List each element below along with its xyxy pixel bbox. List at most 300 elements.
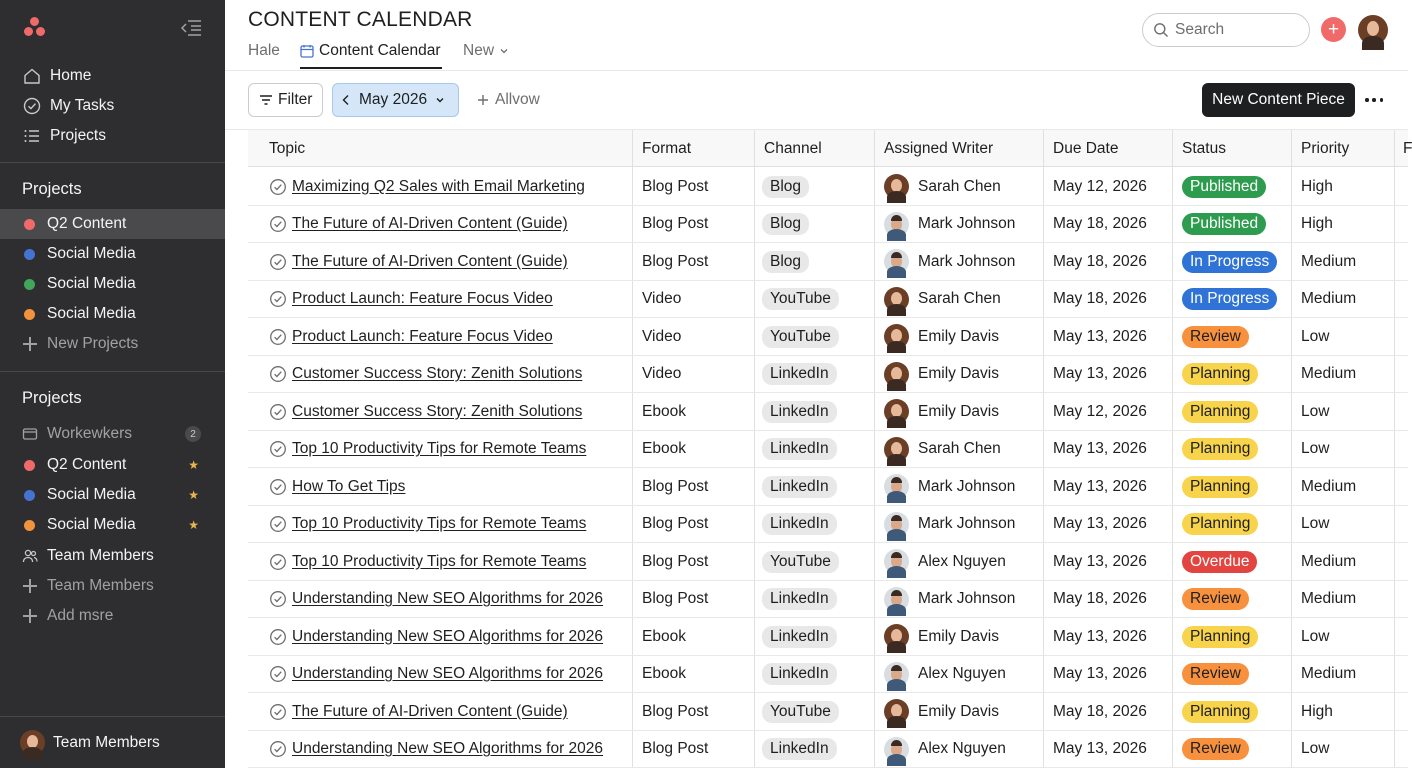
- search-input[interactable]: [1175, 21, 1295, 39]
- sidebar-project-item[interactable]: [0, 480, 225, 510]
- sidebar-item-label: Social Media: [47, 275, 136, 292]
- writer-name: Emily Davis: [918, 402, 999, 420]
- writer-cell[interactable]: [884, 693, 999, 730]
- folder-icon: [22, 426, 38, 442]
- status-cell[interactable]: [1182, 506, 1258, 543]
- table-row[interactable]: [248, 468, 1408, 506]
- channel-cell: [762, 656, 837, 693]
- format-cell: Ebook: [642, 627, 686, 645]
- due-date-cell: May 13, 2026: [1053, 365, 1147, 382]
- topic-link[interactable]: How To Get Tips: [292, 477, 406, 495]
- complete-task-icon[interactable]: [269, 178, 287, 196]
- due-date-cell: May 13, 2026: [1053, 477, 1147, 495]
- topic-link[interactable]: Top 10 Productivity Tips for Remote Teams: [292, 440, 587, 457]
- writer-cell[interactable]: [884, 168, 1001, 205]
- topic-cell: [269, 731, 603, 768]
- format-cell: Ebook: [642, 402, 686, 420]
- channel-cell: [762, 731, 837, 768]
- new-projects-label: New Projects: [47, 335, 139, 352]
- writer-cell[interactable]: [884, 656, 1006, 693]
- channel-pill: LinkedIn: [762, 626, 837, 648]
- priority-cell: Low: [1301, 327, 1330, 345]
- format-cell: Blog Post: [642, 477, 709, 495]
- project-color-dot: [24, 309, 35, 320]
- channel-cell: [762, 281, 839, 318]
- topic-link[interactable]: Understanding New SEO Algorithms for 2026: [292, 590, 604, 607]
- complete-task-icon[interactable]: [269, 253, 287, 271]
- channel-cell: [762, 318, 839, 355]
- table-row[interactable]: [248, 581, 1408, 619]
- month-label: May 2026: [359, 91, 428, 108]
- active-tab-indicator: [300, 67, 442, 69]
- writer-avatar: [884, 287, 909, 312]
- sidebar-item-label: Social Media: [47, 516, 136, 533]
- due-date-cell: May 12, 2026: [1053, 402, 1147, 420]
- due-date-cell: May 13, 2026: [1053, 740, 1147, 757]
- channel-pill: LinkedIn: [762, 363, 837, 385]
- due-date-cell: May 13, 2026: [1053, 665, 1147, 682]
- complete-task-icon[interactable]: [269, 590, 287, 608]
- sidebar-item-label: Q2 Content: [47, 215, 127, 232]
- tab-content-calendar[interactable]: [300, 40, 441, 62]
- writer-cell[interactable]: [884, 581, 1015, 618]
- channel-pill: Blog: [762, 251, 809, 273]
- topic-link[interactable]: Understanding New SEO Algorithms for 2026: [292, 627, 604, 645]
- status-cell[interactable]: [1182, 543, 1257, 580]
- channel-pill: YouTube: [762, 288, 839, 310]
- complete-task-icon[interactable]: [269, 328, 287, 346]
- topic-link[interactable]: Maximizing Q2 Sales with Email Marketing: [292, 177, 585, 195]
- writer-name: Alex Nguyen: [918, 552, 1006, 570]
- writer-cell[interactable]: [884, 431, 1001, 468]
- sidebar-item-team-members[interactable]: [0, 541, 225, 571]
- asana-logo-icon[interactable]: [23, 17, 47, 39]
- status-badge: Planning: [1182, 476, 1258, 498]
- plus-icon: [477, 94, 489, 106]
- plus-icon: [23, 609, 37, 623]
- filter-icon: [259, 93, 273, 107]
- allow-button[interactable]: [473, 83, 563, 117]
- search-icon: [1153, 22, 1169, 38]
- writer-name: Emily Davis: [918, 702, 999, 720]
- channel-cell: [762, 581, 837, 618]
- due-date-cell: May 13, 2026: [1053, 552, 1147, 570]
- writer-cell[interactable]: [884, 206, 1015, 243]
- sidebar-item-label: Social Media: [47, 245, 136, 262]
- writer-avatar: [884, 699, 909, 724]
- channel-pill: Blog: [762, 176, 809, 198]
- format-cell: Ebook: [642, 665, 686, 682]
- complete-task-icon[interactable]: [269, 553, 287, 571]
- sidebar-footer-user[interactable]: [0, 716, 225, 768]
- sidebar-item-label: Social Media: [47, 486, 136, 503]
- priority-cell: Low: [1301, 440, 1330, 457]
- more-options-icon[interactable]: [1365, 92, 1383, 108]
- topic-link[interactable]: The Future of AI-Driven Content (Guide): [292, 702, 568, 720]
- status-badge: Planning: [1182, 626, 1258, 648]
- status-badge: Planning: [1182, 701, 1258, 723]
- priority-cell: Low: [1301, 740, 1330, 757]
- status-cell[interactable]: [1182, 618, 1258, 655]
- writer-name: Emily Davis: [918, 365, 999, 382]
- priority-cell: Medium: [1301, 290, 1357, 307]
- table-header: [248, 130, 1412, 167]
- project-color-dot: [24, 249, 35, 260]
- topic-link[interactable]: Customer Success Story: Zenith Solutions: [292, 365, 583, 382]
- writer-cell[interactable]: [884, 506, 1015, 543]
- channel-cell: [762, 543, 839, 580]
- topic-cell: [269, 356, 582, 393]
- table-row[interactable]: [248, 656, 1408, 694]
- topic-link[interactable]: Understanding New SEO Algorithms for 2026: [292, 740, 604, 757]
- priority-cell: Low: [1301, 627, 1330, 645]
- chevron-down-icon: [435, 95, 445, 105]
- status-cell[interactable]: [1182, 206, 1266, 243]
- writer-name: Sarah Chen: [918, 177, 1001, 195]
- status-cell[interactable]: [1182, 468, 1258, 505]
- column-header-format[interactable]: Format: [642, 139, 692, 157]
- writer-avatar: [884, 437, 909, 462]
- writer-avatar: [884, 399, 909, 424]
- table-row[interactable]: [248, 168, 1408, 206]
- sidebar-project-item[interactable]: [0, 209, 225, 239]
- complete-task-icon[interactable]: [269, 628, 287, 646]
- priority-cell: High: [1301, 702, 1333, 720]
- writer-name: Sarah Chen: [918, 290, 1001, 307]
- star-icon[interactable]: ★: [188, 458, 199, 472]
- channel-pill: LinkedIn: [762, 438, 837, 460]
- search-box[interactable]: [1142, 13, 1310, 47]
- topic-link[interactable]: Top 10 Productivity Tips for Remote Teams: [292, 515, 587, 532]
- status-badge: Overdue: [1182, 551, 1257, 573]
- project-color-dot: [24, 460, 35, 471]
- writer-cell[interactable]: [884, 281, 1001, 318]
- due-date-cell: May 18, 2026: [1053, 215, 1147, 232]
- column-header-status[interactable]: Status: [1182, 139, 1226, 157]
- complete-task-icon[interactable]: [269, 478, 287, 496]
- due-date-cell: May 13, 2026: [1053, 627, 1147, 645]
- complete-task-icon[interactable]: [269, 365, 287, 383]
- user-avatar: [20, 730, 45, 755]
- table-row[interactable]: [248, 393, 1408, 431]
- table-row[interactable]: [248, 243, 1408, 281]
- new-projects-button[interactable]: [0, 329, 225, 359]
- sidebar-item-label: Projects: [50, 127, 106, 144]
- channel-pill: YouTube: [762, 326, 839, 348]
- writer-avatar: [884, 324, 909, 349]
- topic-link[interactable]: Customer Success Story: Zenith Solutions: [292, 402, 583, 420]
- format-cell: Blog Post: [642, 552, 709, 570]
- topic-cell: [269, 168, 585, 205]
- sidebar-item-workspace[interactable]: [0, 419, 225, 449]
- due-date-cell: May 18, 2026: [1053, 702, 1147, 720]
- status-cell[interactable]: [1182, 656, 1249, 693]
- writer-cell[interactable]: [884, 356, 999, 393]
- people-icon: [22, 548, 38, 564]
- column-header-extra[interactable]: F: [1403, 139, 1412, 157]
- format-cell: Blog Post: [642, 590, 709, 607]
- status-badge: Published: [1182, 176, 1266, 198]
- priority-cell: Medium: [1301, 252, 1357, 270]
- column-header-channel[interactable]: Channel: [764, 139, 822, 157]
- header-divider: [225, 70, 1408, 71]
- writer-cell[interactable]: [884, 543, 1006, 580]
- topic-cell: [269, 281, 553, 318]
- priority-cell: Medium: [1301, 477, 1357, 495]
- filter-label: Filter: [278, 91, 313, 108]
- table-row[interactable]: [248, 543, 1408, 581]
- workspace-label: Workewkers: [47, 425, 132, 442]
- status-badge: Planning: [1182, 513, 1258, 535]
- tab-hale[interactable]: [248, 40, 280, 62]
- format-cell: Video: [642, 290, 682, 307]
- writer-cell[interactable]: [884, 468, 1015, 505]
- count-badge: 2: [185, 426, 201, 442]
- channel-pill: LinkedIn: [762, 588, 837, 610]
- sidebar-item-home[interactable]: [0, 61, 225, 91]
- complete-task-icon[interactable]: [269, 440, 287, 458]
- status-cell[interactable]: [1182, 281, 1277, 318]
- topic-link[interactable]: Understanding New SEO Algorithms for 2026: [292, 665, 604, 682]
- sidebar-project-item[interactable]: [0, 239, 225, 269]
- format-cell: Blog Post: [642, 702, 709, 720]
- sidebar-section-title: Projects: [22, 389, 82, 407]
- writer-avatar: [884, 624, 909, 649]
- topic-link[interactable]: Product Launch: Feature Focus Video: [292, 290, 553, 307]
- status-cell[interactable]: [1182, 243, 1277, 280]
- writer-cell[interactable]: [884, 243, 1015, 280]
- sidebar-item-label: Social Media: [47, 305, 136, 322]
- writer-avatar: [884, 212, 909, 237]
- due-date-cell: May 18, 2026: [1053, 590, 1147, 607]
- status-cell[interactable]: [1182, 393, 1258, 430]
- month-selector[interactable]: [332, 83, 459, 117]
- writer-avatar: [884, 512, 909, 537]
- topic-cell: [269, 656, 603, 693]
- table-row[interactable]: [248, 356, 1408, 394]
- writer-avatar: [884, 174, 909, 199]
- tab-new[interactable]: [463, 40, 509, 62]
- channel-pill: LinkedIn: [762, 663, 837, 685]
- topic-cell: [269, 243, 568, 280]
- due-date-cell: May 18, 2026: [1053, 290, 1147, 307]
- channel-pill: YouTube: [762, 551, 839, 573]
- channel-cell: [762, 693, 839, 730]
- table-row[interactable]: [248, 618, 1408, 656]
- status-badge: In Progress: [1182, 251, 1277, 273]
- channel-pill: LinkedIn: [762, 738, 837, 760]
- topic-cell: [269, 393, 582, 430]
- topic-cell: [269, 543, 586, 580]
- topic-link[interactable]: Product Launch: Feature Focus Video: [292, 327, 553, 345]
- writer-avatar: [884, 362, 909, 387]
- format-cell: Blog Post: [642, 740, 709, 757]
- table-row[interactable]: [248, 318, 1408, 356]
- status-cell[interactable]: [1182, 356, 1258, 393]
- profile-avatar[interactable]: [1358, 15, 1388, 45]
- table-row[interactable]: [248, 693, 1408, 731]
- status-badge: Planning: [1182, 363, 1258, 385]
- status-badge: Review: [1182, 663, 1249, 685]
- sidebar-item-my-tasks[interactable]: [0, 91, 225, 121]
- topic-cell: [269, 431, 586, 468]
- format-cell: Ebook: [642, 440, 686, 457]
- priority-cell: Medium: [1301, 365, 1357, 382]
- format-cell: Blog Post: [642, 252, 709, 270]
- column-header-assigned-writer[interactable]: Assigned Writer: [884, 139, 994, 157]
- list-icon: [22, 126, 42, 146]
- topic-link[interactable]: The Future of AI-Driven Content (Guide): [292, 252, 568, 270]
- calendar-icon: [300, 44, 314, 58]
- channel-cell: [762, 506, 837, 543]
- allow-label: Allvow: [495, 91, 540, 108]
- plus-icon: [23, 337, 37, 351]
- project-color-dot: [24, 219, 35, 230]
- sidebar-project-item[interactable]: [0, 269, 225, 299]
- plus-icon: [23, 579, 37, 593]
- new-content-piece-button[interactable]: New Content Piece: [1202, 83, 1355, 117]
- channel-cell: [762, 431, 837, 468]
- complete-task-icon[interactable]: [269, 403, 287, 421]
- status-badge: Published: [1182, 213, 1266, 235]
- complete-task-icon[interactable]: [269, 515, 287, 533]
- status-cell[interactable]: [1182, 693, 1258, 730]
- topic-cell: [269, 693, 568, 730]
- channel-cell: [762, 393, 837, 430]
- writer-name: Sarah Chen: [918, 440, 1001, 457]
- due-date-cell: May 13, 2026: [1053, 515, 1147, 532]
- table-row[interactable]: [248, 506, 1408, 544]
- filter-button[interactable]: [248, 83, 323, 117]
- tab-label: Hale: [248, 42, 280, 59]
- priority-cell: Low: [1301, 515, 1330, 532]
- sidebar: [0, 0, 225, 768]
- channel-pill: Blog: [762, 213, 809, 235]
- writer-name: Mark Johnson: [918, 252, 1016, 270]
- topic-cell: [269, 468, 405, 505]
- priority-cell: High: [1301, 215, 1333, 232]
- format-cell: Blog Post: [642, 177, 709, 195]
- status-cell[interactable]: [1182, 581, 1249, 618]
- status-badge: In Progress: [1182, 288, 1277, 310]
- project-color-dot: [24, 490, 35, 501]
- chevron-left-icon: [341, 94, 351, 106]
- writer-avatar: [884, 587, 909, 612]
- topic-cell: [269, 506, 586, 543]
- writer-avatar: [884, 662, 909, 687]
- sidebar-project-item[interactable]: [0, 510, 225, 540]
- status-cell[interactable]: [1182, 731, 1249, 768]
- column-header-due-date[interactable]: Due Date: [1053, 139, 1119, 157]
- status-badge: Planning: [1182, 438, 1258, 460]
- complete-task-icon[interactable]: [269, 740, 287, 758]
- project-color-dot: [24, 279, 35, 290]
- writer-name: Mark Johnson: [918, 590, 1016, 607]
- sidebar-project-item[interactable]: [0, 450, 225, 480]
- column-header-topic[interactable]: Topic: [269, 139, 306, 157]
- status-cell[interactable]: [1182, 318, 1249, 355]
- collapse-sidebar-icon[interactable]: [180, 20, 202, 36]
- topic-cell: [269, 581, 603, 618]
- topic-cell: [269, 318, 553, 355]
- chevron-down-icon: [499, 46, 509, 56]
- status-badge: Review: [1182, 738, 1249, 760]
- topic-cell: [269, 618, 603, 655]
- writer-cell[interactable]: [884, 318, 999, 355]
- tab-label: Content Calendar: [319, 42, 441, 59]
- due-date-cell: May 13, 2026: [1053, 327, 1147, 345]
- star-icon[interactable]: ★: [188, 518, 199, 532]
- writer-name: Alex Nguyen: [918, 665, 1006, 682]
- format-cell: Blog Post: [642, 515, 709, 532]
- add-more-button[interactable]: [0, 601, 225, 631]
- writer-avatar: [884, 249, 909, 274]
- sidebar-project-item[interactable]: [0, 299, 225, 329]
- writer-name: Mark Johnson: [918, 215, 1016, 232]
- add-icon[interactable]: +: [1321, 17, 1346, 42]
- format-cell: Blog Post: [642, 215, 709, 232]
- writer-avatar: [884, 474, 909, 499]
- channel-cell: [762, 356, 837, 393]
- table-row[interactable]: [248, 431, 1408, 469]
- writer-cell[interactable]: [884, 393, 999, 430]
- project-color-dot: [24, 520, 35, 531]
- writer-name: Mark Johnson: [918, 515, 1016, 532]
- add-more-label: Add msre: [47, 607, 114, 624]
- sidebar-section-title: Projects: [22, 180, 82, 198]
- footer-label: Team Members: [53, 733, 160, 751]
- complete-task-icon[interactable]: [269, 665, 287, 683]
- format-cell: Video: [642, 327, 682, 345]
- writer-name: Alex Nguyen: [918, 740, 1006, 757]
- writer-cell[interactable]: [884, 731, 1006, 768]
- status-cell[interactable]: [1182, 168, 1266, 205]
- check-circle-icon: [22, 96, 42, 116]
- channel-pill: YouTube: [762, 701, 839, 723]
- table-row[interactable]: [248, 731, 1408, 768]
- table-row[interactable]: [248, 206, 1408, 244]
- complete-task-icon[interactable]: [269, 290, 287, 308]
- writer-avatar: [884, 549, 909, 574]
- channel-cell: [762, 243, 809, 280]
- team-members-add-label: Team Members: [47, 577, 154, 594]
- priority-cell: Medium: [1301, 552, 1357, 570]
- topic-link[interactable]: Top 10 Productivity Tips for Remote Teams: [292, 552, 587, 570]
- tab-label: New: [463, 42, 495, 59]
- column-header-priority[interactable]: Priority: [1301, 139, 1350, 157]
- writer-name: Emily Davis: [918, 627, 999, 645]
- status-badge: Review: [1182, 588, 1249, 610]
- writer-avatar: [884, 737, 909, 762]
- status-cell[interactable]: [1182, 431, 1258, 468]
- priority-cell: Medium: [1301, 590, 1357, 607]
- channel-cell: [762, 168, 809, 205]
- add-team-members-button[interactable]: [0, 571, 225, 601]
- writer-cell[interactable]: [884, 618, 999, 655]
- priority-cell: High: [1301, 177, 1333, 195]
- format-cell: Video: [642, 365, 682, 382]
- table-row[interactable]: [248, 281, 1408, 319]
- complete-task-icon[interactable]: [269, 703, 287, 721]
- priority-cell: Low: [1301, 402, 1330, 420]
- sidebar-item-projects[interactable]: [0, 121, 225, 151]
- topic-link[interactable]: The Future of AI-Driven Content (Guide): [292, 215, 568, 232]
- star-icon[interactable]: ★: [188, 488, 199, 502]
- due-date-cell: May 13, 2026: [1053, 440, 1147, 457]
- complete-task-icon[interactable]: [269, 215, 287, 233]
- channel-pill: LinkedIn: [762, 476, 837, 498]
- channel-pill: LinkedIn: [762, 401, 837, 423]
